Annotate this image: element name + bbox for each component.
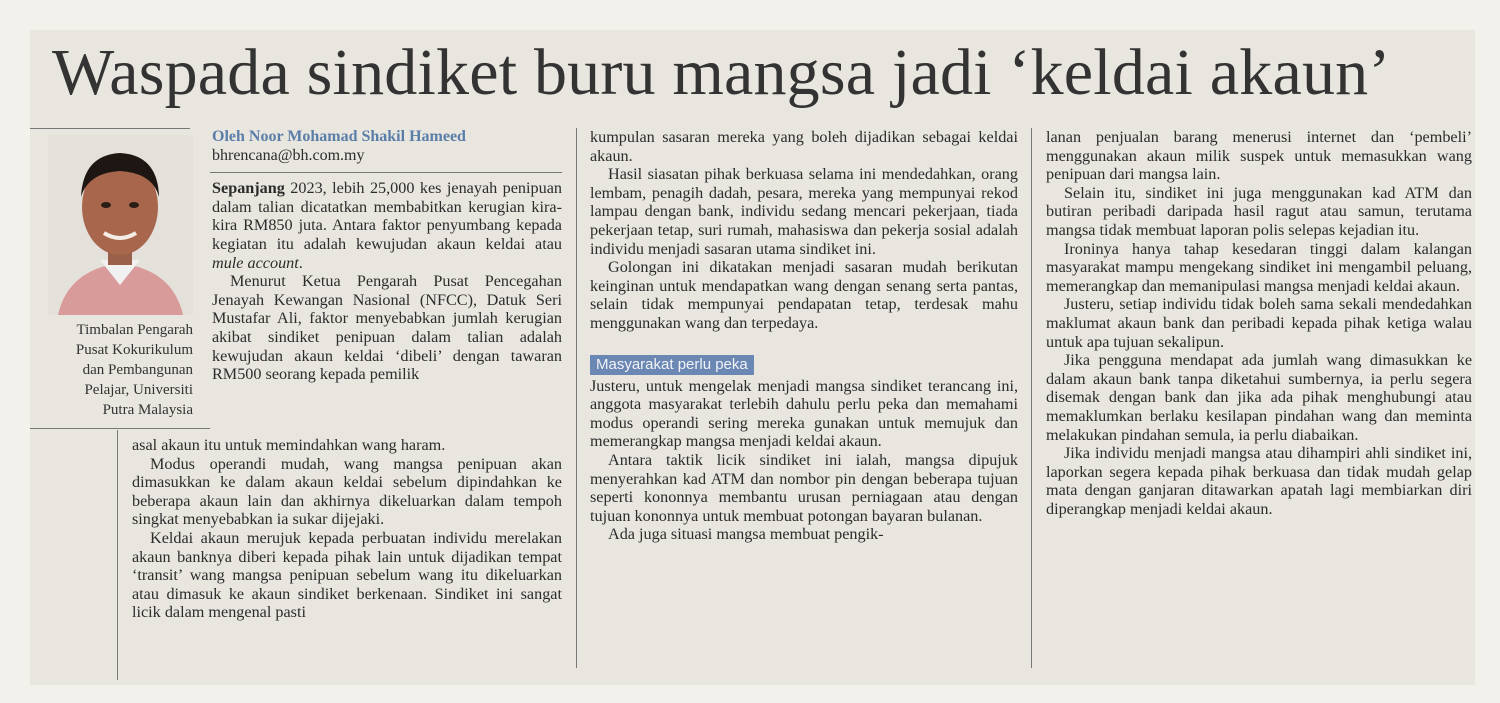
paragraph: Jika pengguna mendapat ada jumlah wang dimasukkan ke dalam akaun bank tanpa diketahui sumbernya, ia perlu segera disemak dengan bank dan jika ada pihak menghubungi atau memaklumkan berlaku kesilapan pindahan wang dan meminta melakukan pindahan semula, ia perlu diabaikan. [1046, 351, 1472, 444]
caption-rule [30, 428, 210, 429]
paragraph: kumpulan sasaran mereka yang boleh dijadikan sebagai keldai akaun. [590, 128, 1018, 165]
paragraph: Modus operandi mudah, wang mangsa penipuan akan dimasukkan ke dalam akaun keldai sebelum dipindahkan ke beberapa akaun lain dan akhirnya dikeluarkan dalam tempoh singkat menyebabkan ia sukar dijejaki. [132, 454, 562, 529]
column-divider-2 [1031, 128, 1032, 668]
author-photo [48, 135, 193, 315]
caption-line: Putra Malaysia [102, 402, 193, 418]
column-2 [590, 128, 1018, 544]
headline: Waspada sindiket buru mangsa jadi ‘keldai akaun’ [52, 36, 1391, 109]
paragraph-text: 2023, lebih 25,000 kes jenayah penipuan dalam talian dicatatkan membabitkan kerugian kira-kira RM850 juta. Antara faktor penyumbang kepada kegiatan itu adalah kewujudan akaun keldai atau [212, 179, 562, 253]
column-divider-0 [117, 430, 118, 680]
paragraph: Justeru, setiap individu tidak boleh sama sekali mendedahkan maklumat akaun bank dan peribadi kepada pihak ketiga walau untuk apa tujuan sekalipun. [1046, 295, 1472, 351]
paragraph: Hasil siasatan pihak berkuasa selama ini mendedahkan, orang lembam, penagih dadah, pesara, mereka yang mempunyai rekod lampau dengan bank, individu sedang mencari pekerjaan, tiada pekerjaan tetap, suri rumah, mahasiswa dan pekerja sosial adalah individu menjadi sasaran utama sindiket ini. [590, 165, 1018, 258]
paragraph: Justeru, untuk mengelak menjadi mangsa sindiket terancang ini, anggota masyarakat terlebih dahulu perlu peka dan memahami modus operandi sering mereka gunakan untuk memujuk dan memerangkap mangsa menjadi keldai akaun. [590, 376, 1018, 451]
caption-line: Timbalan Pengarah [76, 322, 193, 338]
lead-word: Sepanjang [212, 179, 285, 198]
paragraph: Menurut Ketua Pengarah Pusat Pencegahan Jenayah Kewangan Nasional (NFCC), Datuk Seri Mustafar Ali, faktor menyebabkan jumlah kerugian akibat sindiket penipuan dalam talian adalah kewujudan akaun keldai ‘dibeli’ dengan tawaran RM500 seorang kepada pemilik [212, 272, 562, 384]
column-1 [212, 128, 562, 384]
column-3 [1046, 128, 1472, 518]
paragraph [212, 179, 562, 272]
caption-line: Pelajar, Universiti [84, 382, 193, 398]
column-1-lower [132, 436, 562, 622]
caption-line: dan Pembangunan [82, 362, 193, 378]
paragraph: Golongan ini dikatakan menjadi sasaran mudah berikutan keinginan untuk mendapatkan wang dengan senang serta pantas, selain tidak mempunyai pendapatan tetap, terdesak mahu menggunakan wang dan terpedaya. [590, 258, 1018, 332]
paragraph: Selain itu, sindiket ini juga menggunakan kad ATM dan butiran peribadi daripada hasil ragut atau samun, terutama mangsa tidak membuat laporan polis selepas kejadian itu. [1046, 183, 1472, 239]
photo-caption [40, 320, 193, 420]
paragraph: asal akaun itu untuk memindahkan wang haram. [132, 436, 446, 454]
paragraph: Jika individu menjadi mangsa atau dihampiri ahli sindiket ini, laporkan segera kepada pihak berkuasa dan tidak mudah gelap mata dengan ganjaran ditawarkan apatah lagi membiarkan diri diperangkap menjadi keldai akaun. [1046, 444, 1472, 518]
italic-term: mule account [212, 253, 299, 272]
paragraph: lanan penjualan barang menerusi internet dan ‘pembeli’ menggunakan akaun milik suspek untuk memasukkan wang penipuan dari mangsa lain. [1046, 128, 1472, 184]
paragraph: Antara taktik licik sindiket ini ialah, mangsa dipujuk menyerahkan kad ATM dan nombor pin dengan beberapa tujuan seperti kononnya membantu urusan perniagaan atau dengan tujuan kononnya untuk membuat potongan bayaran bulanan. [590, 450, 1018, 525]
byline: Oleh Noor Mohamad Shakil Hameed [212, 128, 466, 145]
paragraph-text: . [298, 253, 303, 272]
caption-line: Pusat Kokurikulum [75, 342, 193, 358]
column-divider-1 [576, 128, 577, 668]
paragraph: Ada juga situasi mangsa membuat pengik- [608, 525, 884, 544]
subheading: Masyarakat perlu peka [590, 355, 754, 375]
paragraph: Ironinya hanya tahap kesedaran tinggi dalam kalangan masyarakat mampu mengekang sindiket ini mengambil peluang, memerangkap dan memanipulasi mangsa menjadi keldai akaun. [1046, 239, 1472, 295]
author-email: bhrencana@bh.com.my [212, 146, 365, 164]
paragraph: Keldai akaun merujuk kepada perbuatan individu merelakan akaun banknya diberi kepada pihak lain untuk dijadikan tempat ‘transit’ wang mangsa penipuan sebelum wang itu dikeluarkan atau dimasuk ke akaun sindiket berkenaan. Sindiket ini sangat licik dalam mengenal pasti [132, 528, 562, 622]
headline-rule-left [30, 128, 190, 129]
